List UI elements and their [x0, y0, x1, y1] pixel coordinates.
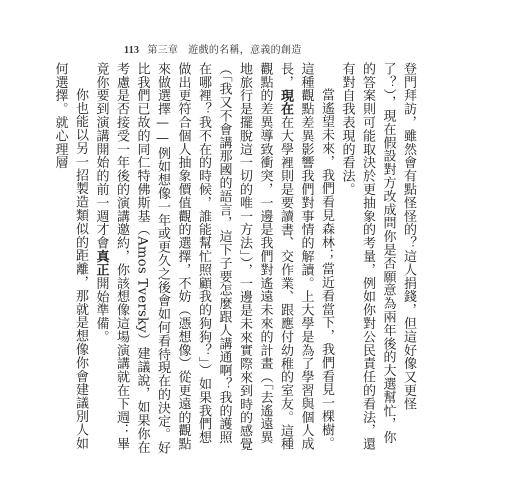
- text-run: 你也能以另一招製造類似的距離，那就是想像你會建議別人如何選擇。就心理層: [52, 62, 88, 450]
- body-text: [52, 62, 418, 457]
- text-run: 開始準備。: [93, 276, 109, 344]
- text-run: 當遙望未來，我們看見森林；當近看當下，我們看見一棵樹。這種觀點差異影響我們對事情的解讀。上大學是為了學習與個人成長，: [278, 62, 334, 451]
- text-run: 在大學裡則是要讀書、交作業、跟應付幼稚的室友。這種觀點的差異導致衝突，一邊是我們對遙遠未來的計畫（「去遙遠異地旅行是擺脫這一切的唯一方法」），一邊是未來實際來到時的感覺（「我又不會講那國的語言，這下子要怎麼跟人講通啊？我的護照在哪裡？我不在的時候，誰能幫忙照顧我的狗狗？」）如果我們想做出更符合個人抽象價值觀的選擇，不妨（憑想像）從更遠的觀點來做選擇——例如想像一年或更久之後會如何看待現在的決定。好比我們已故的同仁特佛斯基（: [134, 62, 293, 455]
- chapter-title: 遊戲的名稱，意義的創造: [188, 45, 302, 56]
- running-header: [124, 41, 302, 56]
- text-run: ）建議說，如果你在考慮是否接受一年後的演講邀約，你該想像這場演講就在下週：畢竟你要到演講開始的前一週才會: [93, 62, 150, 454]
- paragraph: [49, 62, 90, 457]
- emphasized-text: 真正: [93, 249, 109, 277]
- paragraph: [90, 62, 336, 457]
- paragraph: [336, 62, 418, 457]
- emphasized-text: 現在: [278, 88, 293, 116]
- page-number: 113: [124, 45, 140, 56]
- chapter-label: 第三章: [147, 45, 179, 56]
- latin-name: Amos Tversky: [134, 236, 150, 334]
- text-run: 登門拜訪，雖然會有點怪怪的？這人捐錢，但這好像又更怪了？），現在假設對方改成問你是否願意為兩年後的大選幫忙，你的答案則可能取決於更抽象的考量，例如你對公民責任的看法，還有對自我表現的看法。: [339, 62, 416, 451]
